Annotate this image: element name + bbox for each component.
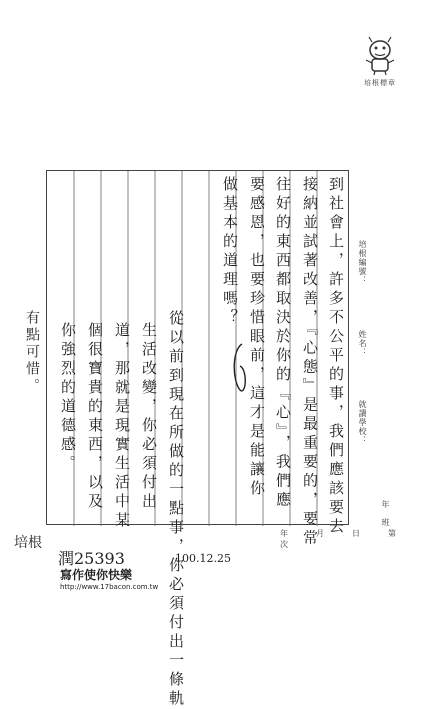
essay-column-2: 接納並試著改善，『心態』是最重要的，要常 bbox=[301, 176, 319, 549]
brand-slogan: 寫作使你快樂 bbox=[60, 568, 133, 582]
essay-column-10: 個很寶貴的東西，以及 bbox=[86, 322, 104, 512]
logo-caption: 培根標章 bbox=[364, 79, 396, 87]
teacher-note: 有點可惜。 bbox=[24, 310, 40, 395]
person-name-label: 姓名： bbox=[358, 330, 367, 357]
essay-column-5: 做基本的道理嗎？ bbox=[221, 176, 239, 328]
essay-column-7: 從以前到現在所做的一點事，你必須付出一條軌 bbox=[167, 310, 185, 709]
brand-url: http://www.17bacon.com.tw bbox=[60, 583, 159, 591]
essay-column-1: 到社會上，許多不公平的事，我們應該要去 bbox=[327, 176, 345, 537]
grader-mark bbox=[228, 340, 250, 400]
grade-label: 年 班 bbox=[381, 500, 390, 527]
bacon-signature: 培根 bbox=[14, 535, 42, 551]
name-number-label: 培根編號： bbox=[358, 240, 367, 285]
bacon-mascot-icon bbox=[363, 36, 397, 76]
essay-column-9: 道，那就是現實生活中某 bbox=[113, 322, 131, 531]
essay-column-4: 要感恩，也要珍惜眼前，這才是能讓你 bbox=[248, 176, 266, 499]
date-label: 年 月 日 第 次 bbox=[280, 529, 424, 549]
submission-date: 100.12.25 bbox=[175, 552, 231, 565]
essay-column-11: 你強烈的道德感。 bbox=[59, 322, 77, 474]
essay-column-3: 往好的東西都取決於你的『心』，我們應 bbox=[274, 176, 292, 511]
essay-column-8: 生活改變，你必須付出 bbox=[140, 322, 158, 512]
school-label: 就讀學校： bbox=[358, 400, 367, 445]
code-number: 潤25393 bbox=[58, 549, 125, 568]
bacon-logo bbox=[356, 36, 404, 98]
